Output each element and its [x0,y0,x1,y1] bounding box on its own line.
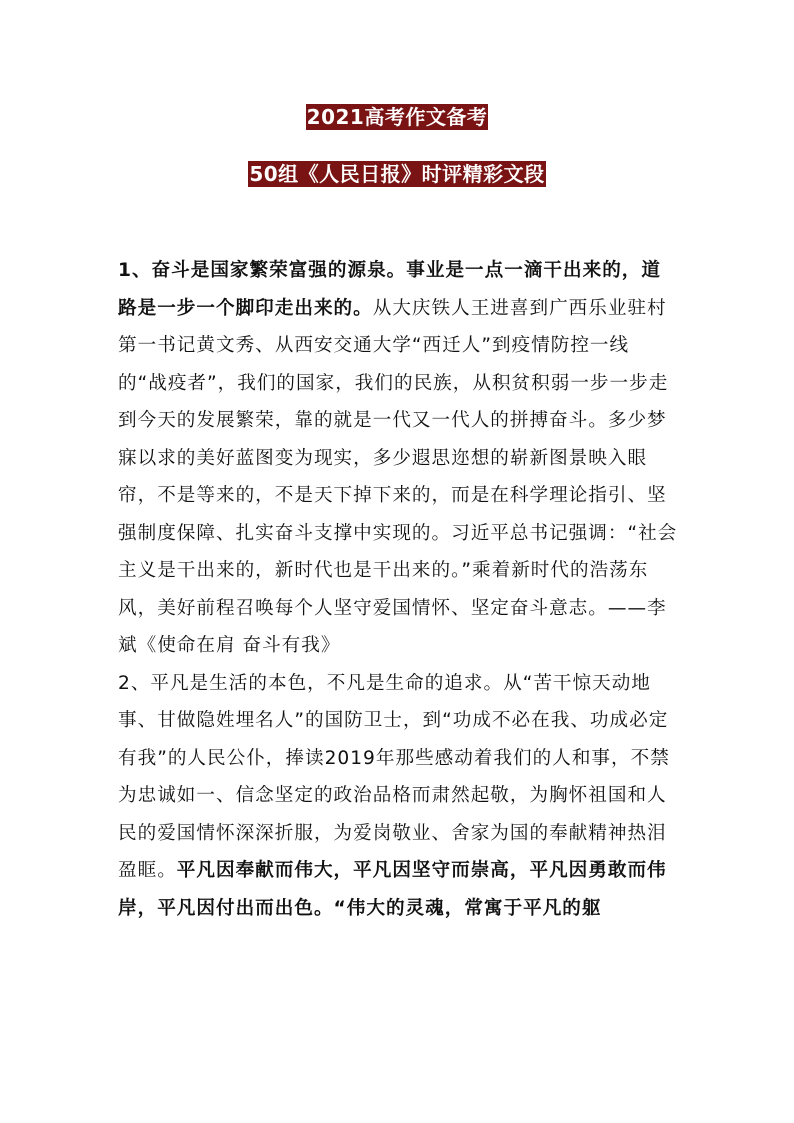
paragraph-2-text: 2、平凡是生活的本色，不凡是生命的追求。从“苦干惊天动地事、甘做隐姓埋名人”的国防卫士，到“功成不必在我、功成必定有我”的人民公仆，捧读2019年那些感动着我们的人和事，不禁为忠诚如一、信念坚定的政治品格而肃然起敬，为胸怀祖国和人民的爱国情怀深深折服，为爱岗敬业、舍家为国的奉献精神热泪盈眶。 [118,672,670,881]
document-subtitle: 50组《人民日报》时评精彩文段 [249,162,545,186]
paragraph-1 [118,252,678,665]
title-line-2-wrap [0,161,794,187]
paragraph-1-bold: 1、奋斗是国家繁荣富强的源泉。事业是一点一滴干出来的，道路是一步一个脚印走出来的。 [118,260,661,319]
paragraph-1-text: 从大庆铁人王进喜到广西乐业驻村第一书记黄文秀、从西安交通大学“西迁人”到疫情防控一线的“战疫者”，我们的国家，我们的民族，从积贫积弱一步一步走到今天的发展繁荣，靠的就是一代又一代人的拼搏奋斗。多少梦寐以求的美好蓝图变为现实，多少遐思迩想的崭新图景映入眼帘，不是等来的，不是天下掉下来的，而是在科学理论指引、坚强制度保障、扎实奋斗支撑中实现的。习近平总书记强调：“社会主义是干出来的，新时代也是干出来的。”乘着新时代的浩荡东风，美好前程召唤每个人坚守爱国情怀、坚定奋斗意志。——李斌《使命在肩 奋斗有我》 [118,297,678,656]
article-body [118,252,678,927]
title-line-1-wrap [0,104,794,130]
paragraph-2 [118,665,678,928]
document-title: 2021高考作文备考 [306,105,488,129]
paragraph-2-bold: 平凡因奉献而伟大，平凡因坚守而崇高，平凡因勇敢而伟岸，平凡因付出而出色。“伟大的灵魂，常寓于平凡的躯 [118,860,667,919]
